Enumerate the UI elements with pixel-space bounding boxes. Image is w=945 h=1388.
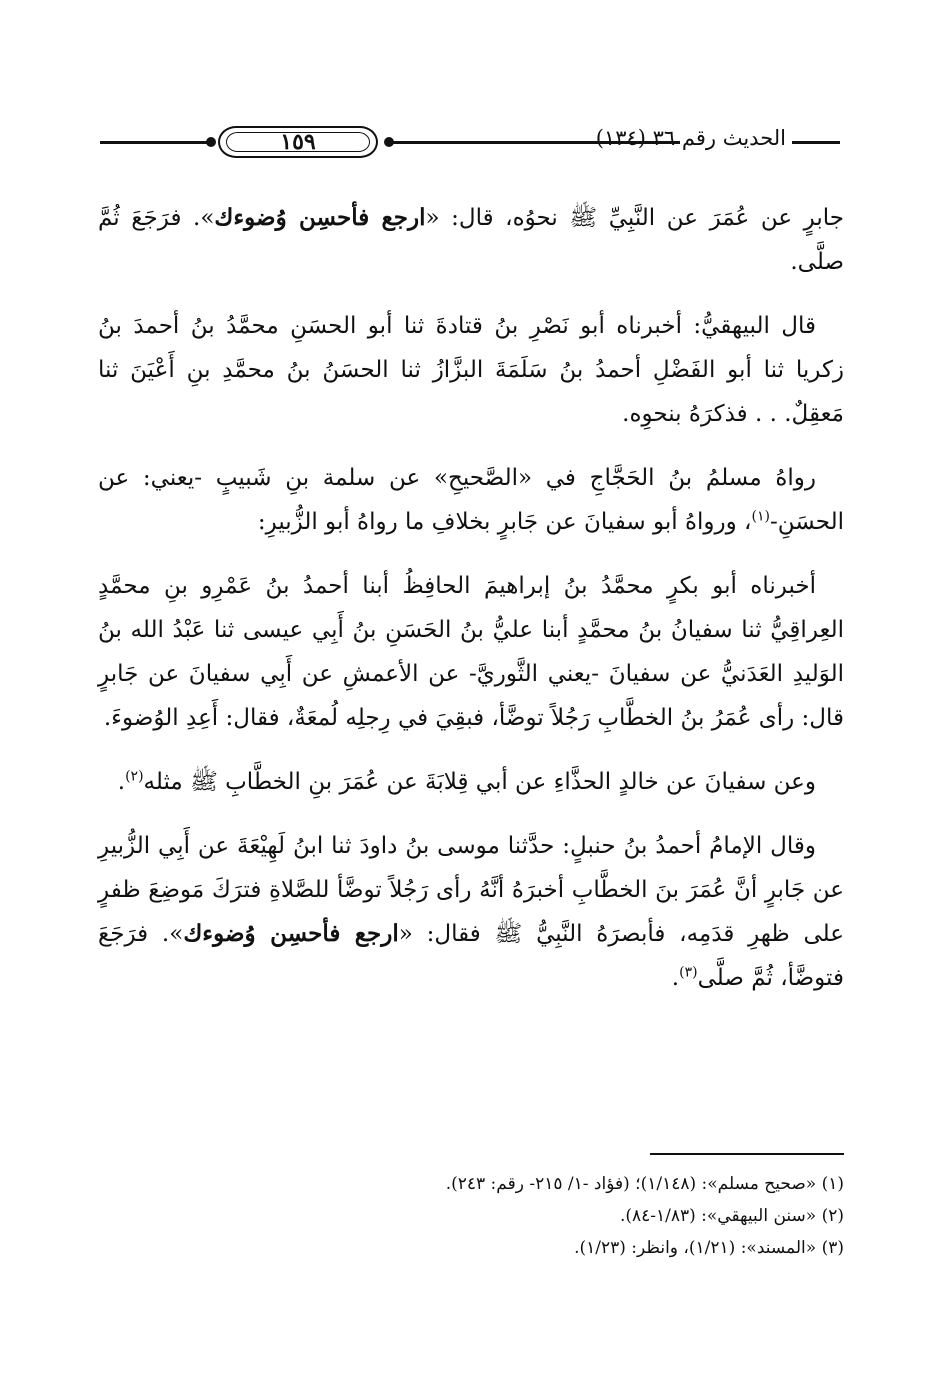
paragraph-text: ». فرَجَعَ فتوضَّأ، ثُمَّ صلَّى — [98, 921, 844, 991]
paragraph-text: رواهُ مسلمُ بنُ الحَجَّاجِ في «الصَّحيحِ» عن سلمة بنِ شَبيبٍ -يعني: عن الحسَنِ- — [98, 465, 844, 535]
footnote-marker: (١) — [751, 508, 770, 525]
paragraph-text: . — [671, 965, 680, 991]
header-rule-left — [100, 141, 210, 144]
footnote-2: (٢) «سنن البيهقي»: (١/٨٣-٨٤). — [619, 1206, 844, 1226]
hadith-quote: ارجع فأحسِن وُضوءك — [183, 920, 399, 947]
page-number-frame — [218, 126, 378, 158]
paragraph-text: ». فرَجَعَ ثُمَّ صلَّى. — [98, 205, 844, 275]
footnote-separator — [650, 1153, 844, 1155]
footnote-3: (٣) «المسند»: (١/٢١)، وانظر: (١/٢٣). — [574, 1238, 844, 1258]
page-number: ١٥٩ — [280, 129, 316, 155]
footnote-marker: (٣) — [679, 964, 698, 981]
hadith-quote: ارجع فأحسِن وُضوءك — [214, 204, 426, 231]
paragraph-text: قال البيهقيُّ: أخبرناه أبو نَصْرِ بنُ قتادةَ ثنا أبو الحسَنِ محمَّدُ بنُ أحمدَ بنُ زكريا ثنا أبو الفَضْلِ أحمدُ بنُ سَلَمَةَ البزَّازُ ثنا الحسَنُ بنُ محمَّدِ بنِ أَعْيَنَ ثنا مَعقِلٌ. . . فذكرَهُ بنحوِه. — [98, 313, 844, 427]
paragraph — [98, 456, 844, 544]
paragraph-text: جابرٍ عن عُمَرَ عن النَّبِيِّ ﷺ نحوُه، قال: « — [425, 205, 844, 231]
footnote-marker: (٢) — [125, 768, 144, 785]
paragraph — [98, 196, 844, 284]
page-header — [100, 120, 840, 164]
paragraph-text: ، ورواهُ أبو سفيانَ عن جَابرٍ بخلافِ ما رواهُ أبو الزُّبيرِ: — [257, 509, 752, 535]
paragraph — [98, 564, 844, 740]
paragraph-text: . — [117, 769, 126, 795]
paragraph — [98, 824, 844, 1000]
paragraph — [98, 760, 844, 804]
body-text — [98, 196, 844, 1020]
paragraph-text: وعن سفيانَ عن خالدٍ الحذَّاءِ عن أبي قِلابَةَ عن عُمَرَ بنِ الخطَّابِ ﷺ مثله — [143, 769, 816, 795]
paragraph-text: وقال الإمامُ أحمدُ بنُ حنبلٍ: حدَّثنا موسى بنُ داودَ ثنا ابنُ لَهِيْعَةَ عن أَبِي الزُّبيرِ عن جَابرٍ أنَّ عُمَرَ بنَ الخطَّابِ أخبرَهُ أنَّهُ رأى رَجُلاً توضَّأ للصَّلاةِ فترَكَ مَوضِعَ ظفرٍ على ظهرِ قدَمِه، فأبصرَهُ النَّبِيُّ ﷺ فقال: « — [98, 833, 844, 947]
footnote-1: (١) «صحيح مسلم»: (١/١٤٨)؛ (فؤاد -١/ ٢١٥- رقم: ٢٤٣). — [445, 1174, 844, 1194]
paragraph — [98, 304, 844, 436]
header-ornament-dot — [206, 137, 216, 147]
running-title: الحديث رقم ٣٦ (١٣٤) — [595, 126, 786, 150]
header-rule-right — [792, 141, 840, 144]
paragraph-text: أخبرناه أبو بكرٍ محمَّدُ بنُ إبراهيمَ الحافِظُ أبنا أحمدُ بنُ عَمْرِو بنِ محمَّدٍ العِراقِيُّ ثنا سفيانُ بنُ محمَّدٍ أبنا عليُّ بنُ الحَسَنِ بنُ أَبِي عيسى ثنا عَبْدُ الله بنُ الوَليدِ العَدَنيُّ عن سفيانَ -يعني الثَّوريَّ- عن الأعمشِ عن أَبِي سفيانَ عن جَابرٍ قال: رأى عُمَرُ بنُ الخطَّابِ رَجُلاً توضَّأ، فبقِيَ في رِجلِه لُمعَةٌ، فقال: أَعِدِ الوُضوءَ. — [98, 573, 845, 731]
footnotes — [98, 1168, 844, 1264]
